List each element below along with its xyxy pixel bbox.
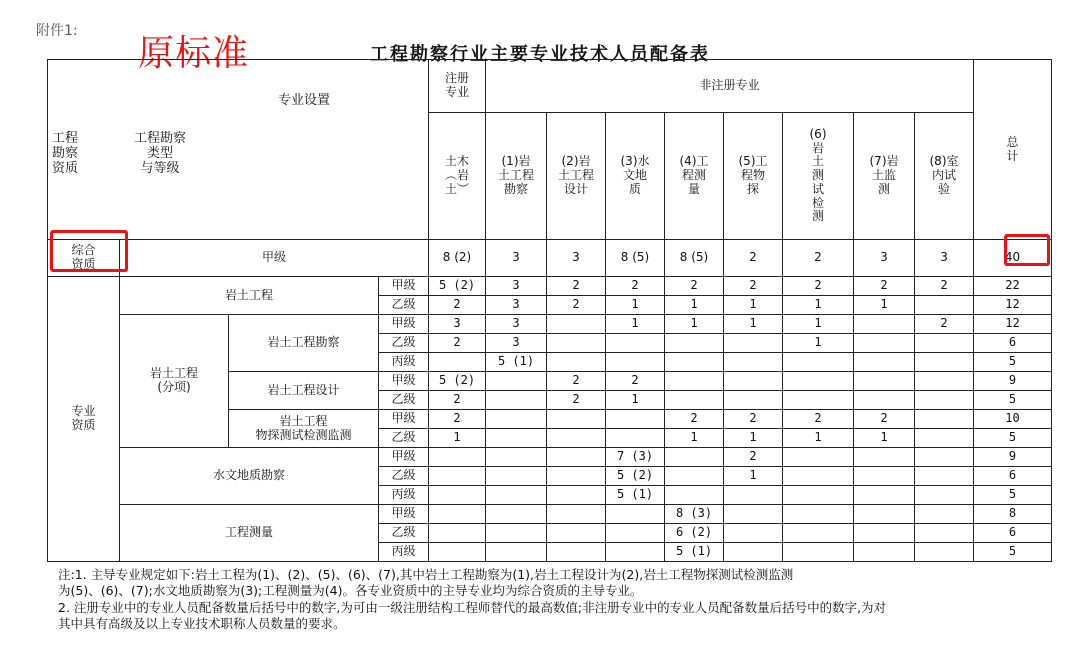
cell: [724, 353, 783, 372]
comprehensive-total: 40: [974, 240, 1052, 277]
corner-heading: 专业设置: [278, 93, 331, 108]
cell: [665, 448, 724, 467]
cell: 2: [724, 448, 783, 467]
cell: 1: [724, 467, 783, 486]
cell: 8 (3): [665, 505, 724, 524]
subcolumn-header: 土木 ︵岩 土︶: [429, 113, 486, 240]
cell: 1: [783, 296, 854, 315]
cell: 1: [606, 315, 665, 334]
notes: [58, 567, 1058, 632]
cell: 1: [665, 315, 724, 334]
cell: [665, 334, 724, 353]
cell: [547, 467, 606, 486]
cell: 3: [915, 240, 974, 277]
cell: 5 (1): [665, 543, 724, 562]
cell: [783, 467, 854, 486]
cell: 1: [783, 429, 854, 448]
subcolumn-header: (4)工 程测 量: [665, 113, 724, 240]
table-title: 工程勘察行业主要专业技术人员配备表: [370, 44, 710, 65]
cell: [665, 391, 724, 410]
cell: [724, 372, 783, 391]
grade-cell: 丙级: [379, 353, 429, 372]
professional-label: 专业 资质: [48, 277, 120, 562]
subcategory-label: 岩土工程设计: [229, 372, 379, 410]
note-line: 注:1. 主导专业规定如下:岩土工程为(1)、(2)、(5)、(6)、(7),其中岩土工程勘察为(1),岩土工程设计为(2),岩土工程物探测试检测监测: [58, 567, 794, 582]
cell: [915, 543, 974, 562]
cell: 5 (2): [429, 277, 486, 296]
cell: 1: [665, 429, 724, 448]
cell: 2: [429, 296, 486, 315]
subcolumn-header: (8)室 内试 验: [915, 113, 974, 240]
cell: [547, 429, 606, 448]
subcolumn-header: (7)岩 土监 测: [854, 113, 915, 240]
subcolumn-header: (6) 岩 土 测 试 检 测: [783, 113, 854, 240]
grade-cell: 乙级: [379, 391, 429, 410]
row-comprehensive: [48, 240, 1052, 277]
attachment-label: 附件1:: [36, 23, 78, 39]
cell: [854, 353, 915, 372]
cell: [915, 486, 974, 505]
cell: [724, 486, 783, 505]
cell: 2: [854, 277, 915, 296]
grade-cell: 丙级: [379, 543, 429, 562]
cell: 5 (1): [606, 486, 665, 505]
cell: [854, 372, 915, 391]
cell: [429, 353, 486, 372]
cell: [783, 505, 854, 524]
cell: [429, 448, 486, 467]
registered-header: 注册 专业: [429, 60, 486, 113]
corner-type-label: 工程勘察 类型 与等级: [134, 131, 187, 176]
cell: 7 (3): [606, 448, 665, 467]
cell: [547, 505, 606, 524]
cell: [783, 524, 854, 543]
highlight-comprehensive-total: [1004, 234, 1050, 266]
total-cell: 6: [974, 467, 1052, 486]
subcategory-label: 岩土工程勘察: [229, 315, 379, 372]
subcolumn-header: (2)岩 土工程 设计: [547, 113, 606, 240]
cell: 8 (5): [665, 240, 724, 277]
category-label: 岩土工程: [120, 277, 379, 315]
comprehensive-label: 综合 资质: [48, 240, 120, 277]
note-line: 为(5)、(6)、(7);水文地质勘察为(3);工程测量为(4)。各专业资质中的主导专业均为综合资质的主导专业。: [58, 583, 643, 599]
non-registered-header: 非注册专业: [486, 60, 974, 113]
grade-cell: 甲级: [379, 277, 429, 296]
cell: 1: [854, 296, 915, 315]
cell: [665, 372, 724, 391]
cell: 1: [724, 296, 783, 315]
cell: 2: [724, 277, 783, 296]
cell: [486, 505, 547, 524]
comprehensive-grade: 甲级: [120, 240, 429, 277]
cell: 2: [547, 296, 606, 315]
total-cell: 22: [974, 277, 1052, 296]
grade-cell: 甲级: [379, 315, 429, 334]
cell: [915, 467, 974, 486]
cell: 2: [429, 334, 486, 353]
cell: [606, 410, 665, 429]
cell: [665, 353, 724, 372]
cell: [429, 467, 486, 486]
cell: [915, 334, 974, 353]
cell: 1: [783, 334, 854, 353]
cell: 2: [547, 391, 606, 410]
cell: 1: [783, 315, 854, 334]
staffing-table: [47, 59, 1052, 562]
cell: 2: [783, 240, 854, 277]
cell: 1: [665, 296, 724, 315]
total-cell: 5: [974, 543, 1052, 562]
cell: 2: [783, 277, 854, 296]
cell: [783, 543, 854, 562]
subcolumn-header: (5)工 程物 探: [724, 113, 783, 240]
total-cell: 12: [974, 296, 1052, 315]
note-line: 2. 注册专业中的专业人员配备数量后括号中的数字,为可由一级注册结构工程师替代的最高数值;非注册专业中的专业人员配备数量后括号中的数字,为对: [58, 599, 887, 615]
cell: [854, 486, 915, 505]
note-line: 其中具有高级及以上专业技术职称人员数量的要求。: [58, 615, 346, 631]
cell: 1: [724, 429, 783, 448]
cell: [606, 505, 665, 524]
cell: 3: [486, 277, 547, 296]
cell: 5 (2): [606, 467, 665, 486]
cell: [854, 448, 915, 467]
cell: [915, 429, 974, 448]
cell: 3: [486, 296, 547, 315]
cell: [915, 353, 974, 372]
category-label: 工程测量: [120, 505, 379, 562]
cell: [429, 505, 486, 524]
cell: [547, 315, 606, 334]
cell: 1: [724, 315, 783, 334]
cell: [486, 372, 547, 391]
cell: [606, 353, 665, 372]
cell: [915, 410, 974, 429]
cell: [915, 448, 974, 467]
cell: 2: [724, 410, 783, 429]
cell: [429, 524, 486, 543]
cell: [606, 334, 665, 353]
cell: [486, 429, 547, 448]
table-row: [48, 315, 1052, 334]
cell: [547, 486, 606, 505]
cell: [915, 524, 974, 543]
cell: 2: [915, 277, 974, 296]
cell: [854, 334, 915, 353]
grade-cell: 乙级: [379, 429, 429, 448]
cell: [724, 524, 783, 543]
table-row: [48, 448, 1052, 467]
total-cell: 10: [974, 410, 1052, 429]
subcategory-label: 岩土工程 物探测试检测监测: [229, 410, 379, 448]
grade-cell: 丙级: [379, 486, 429, 505]
total-cell: 6: [974, 524, 1052, 543]
cell: [783, 353, 854, 372]
cell: [724, 391, 783, 410]
cell: [606, 543, 665, 562]
cell: 2: [606, 372, 665, 391]
cell: [486, 486, 547, 505]
category-label: 水文地质勘察: [120, 448, 379, 505]
cell: [783, 372, 854, 391]
cell: [486, 448, 547, 467]
corner-qualification-label: 工程 勘察 资质: [52, 131, 79, 176]
cell: 6 (2): [665, 524, 724, 543]
cell: 1: [606, 391, 665, 410]
corner-diagonal: [48, 60, 429, 238]
cell: [606, 429, 665, 448]
cell: [854, 467, 915, 486]
cell: 2: [429, 391, 486, 410]
cell: 8 (5): [606, 240, 665, 277]
cell: 3: [486, 240, 547, 277]
cell: 3: [429, 315, 486, 334]
cell: [547, 524, 606, 543]
cell: 3: [854, 240, 915, 277]
cell: 1: [854, 429, 915, 448]
cell: [854, 524, 915, 543]
cell: [547, 353, 606, 372]
grade-cell: 甲级: [379, 372, 429, 391]
cell: 2: [665, 410, 724, 429]
cell: [429, 543, 486, 562]
cell: 2: [783, 410, 854, 429]
cell: [547, 410, 606, 429]
table-row: [48, 505, 1052, 524]
cell: [486, 543, 547, 562]
total-cell: 6: [974, 334, 1052, 353]
original-standard-stamp: 原标准: [138, 33, 250, 74]
total-cell: 5: [974, 353, 1052, 372]
category-label: 岩土工程 (分项): [120, 315, 229, 448]
cell: 2: [724, 240, 783, 277]
cell: 5 (2): [429, 372, 486, 391]
total-cell: 5: [974, 429, 1052, 448]
cell: [854, 505, 915, 524]
cell: [915, 372, 974, 391]
total-header: 总 计: [974, 60, 1052, 240]
cell: [606, 524, 665, 543]
cell: 1: [429, 429, 486, 448]
grade-cell: 乙级: [379, 467, 429, 486]
cell: 3: [486, 315, 547, 334]
cell: 5 (1): [486, 353, 547, 372]
cell: [486, 391, 547, 410]
cell: [783, 448, 854, 467]
cell: [854, 315, 915, 334]
cell: 3: [486, 334, 547, 353]
subcolumn-header: (1)岩 土工程 勘察: [486, 113, 547, 240]
grade-cell: 甲级: [379, 505, 429, 524]
total-cell: 5: [974, 391, 1052, 410]
grade-cell: 乙级: [379, 524, 429, 543]
highlight-comprehensive-label: [50, 230, 128, 272]
grade-cell: 乙级: [379, 296, 429, 315]
grade-cell: 甲级: [379, 448, 429, 467]
cell: [724, 334, 783, 353]
corner-header: [48, 60, 429, 240]
subcolumn-header: (3)水 文地 质: [606, 113, 665, 240]
cell: 1: [606, 296, 665, 315]
cell: [429, 486, 486, 505]
cell: [665, 467, 724, 486]
cell: 2: [429, 410, 486, 429]
cell: 3: [547, 240, 606, 277]
cell: [854, 391, 915, 410]
cell: [783, 391, 854, 410]
cell: 8 (2): [429, 240, 486, 277]
cell: [486, 467, 547, 486]
total-cell: 8: [974, 505, 1052, 524]
cell: 2: [547, 277, 606, 296]
cell: [724, 505, 783, 524]
table-row: [48, 277, 1052, 296]
cell: [486, 524, 547, 543]
cell: 2: [854, 410, 915, 429]
cell: [547, 448, 606, 467]
cell: [724, 543, 783, 562]
cell: 2: [547, 372, 606, 391]
total-cell: 9: [974, 448, 1052, 467]
cell: 2: [915, 315, 974, 334]
cell: [547, 334, 606, 353]
total-cell: 5: [974, 486, 1052, 505]
cell: [915, 391, 974, 410]
cell: [854, 543, 915, 562]
cell: [486, 410, 547, 429]
cell: 2: [606, 277, 665, 296]
cell: [547, 543, 606, 562]
cell: 2: [665, 277, 724, 296]
cell: [915, 296, 974, 315]
total-cell: 12: [974, 315, 1052, 334]
grade-cell: 乙级: [379, 334, 429, 353]
grade-cell: 甲级: [379, 410, 429, 429]
cell: [915, 505, 974, 524]
total-cell: 9: [974, 372, 1052, 391]
cell: [783, 486, 854, 505]
cell: [665, 486, 724, 505]
